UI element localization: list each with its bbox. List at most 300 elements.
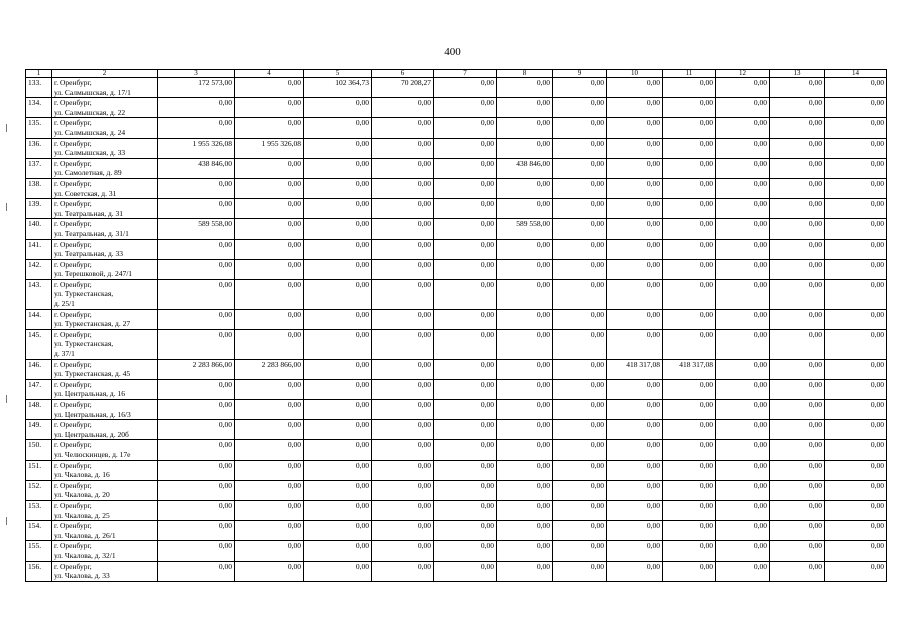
- value-cell: 0,00: [663, 118, 716, 138]
- value-cell: 0,00: [372, 329, 434, 359]
- value-cell: 0,00: [825, 259, 887, 279]
- value-cell: 0,00: [434, 158, 497, 178]
- value-cell: 0,00: [663, 521, 716, 541]
- value-cell: 0,00: [497, 98, 553, 118]
- value-cell: 0,00: [497, 359, 553, 379]
- value-cell: 0,00: [497, 521, 553, 541]
- page-number: 400: [444, 46, 461, 58]
- value-cell: 0,00: [663, 98, 716, 118]
- value-cell: 0,00: [497, 480, 553, 500]
- value-cell: 0,00: [434, 78, 497, 98]
- row-number: 146.: [26, 359, 52, 379]
- value-cell: 0,00: [497, 460, 553, 480]
- address-cell: [52, 118, 158, 138]
- value-cell: 0,00: [497, 118, 553, 138]
- value-cell: 0,00: [553, 521, 607, 541]
- value-cell: 0,00: [158, 379, 235, 399]
- value-cell: 0,00: [770, 420, 825, 440]
- value-cell: 0,00: [770, 329, 825, 359]
- value-cell: 0,00: [770, 98, 825, 118]
- value-cell: 0,00: [770, 219, 825, 239]
- column-number: 13: [770, 70, 825, 78]
- value-cell: 0,00: [158, 460, 235, 480]
- value-cell: 0,00: [372, 460, 434, 480]
- value-cell: 0,00: [770, 239, 825, 259]
- value-cell: 0,00: [607, 561, 663, 581]
- value-cell: 0,00: [434, 480, 497, 500]
- value-cell: 0,00: [372, 279, 434, 309]
- value-cell: 0,00: [434, 219, 497, 239]
- value-cell: 0,00: [607, 400, 663, 420]
- value-cell: 0,00: [235, 178, 304, 198]
- row-number: 139.: [26, 199, 52, 219]
- value-cell: 0,00: [825, 239, 887, 259]
- table-row: [26, 138, 887, 158]
- column-number: 7: [434, 70, 497, 78]
- address-line: г. Оренбург,: [54, 561, 92, 571]
- value-cell: 0,00: [434, 541, 497, 561]
- value-cell: 0,00: [235, 98, 304, 118]
- address-cell: [52, 279, 158, 309]
- data-table: [25, 69, 887, 582]
- value-cell: 0,00: [372, 561, 434, 581]
- value-cell: 0,00: [607, 460, 663, 480]
- value-cell: 0,00: [158, 118, 235, 138]
- value-cell: 0,00: [372, 440, 434, 460]
- value-cell: 0,00: [158, 541, 235, 561]
- table-row: [26, 460, 887, 480]
- value-cell: 0,00: [434, 138, 497, 158]
- value-cell: 0,00: [304, 178, 372, 198]
- address-line: ул. Чкалова, д. 33: [54, 571, 110, 581]
- value-cell: 0,00: [372, 259, 434, 279]
- row-number: 150.: [26, 440, 52, 460]
- value-cell: 0,00: [607, 379, 663, 399]
- value-cell: 0,00: [158, 521, 235, 541]
- address-line: ул. Центральная, д. 20б: [54, 429, 129, 439]
- value-cell: 0,00: [372, 138, 434, 158]
- value-cell: 0,00: [716, 480, 770, 500]
- address-line: ул. Театральная, д. 33: [54, 249, 124, 259]
- row-number: 152.: [26, 480, 52, 500]
- address-line: ул. Туркестанская,: [54, 339, 114, 349]
- row-number: 142.: [26, 259, 52, 279]
- value-cell: 0,00: [372, 400, 434, 420]
- value-cell: 0,00: [770, 379, 825, 399]
- value-cell: 0,00: [663, 329, 716, 359]
- value-cell: 0,00: [607, 279, 663, 309]
- row-number: 144.: [26, 309, 52, 329]
- value-cell: 0,00: [716, 561, 770, 581]
- value-cell: 0,00: [372, 521, 434, 541]
- value-cell: 0,00: [553, 178, 607, 198]
- address-line: ул. Чкалова, д. 20: [54, 490, 110, 500]
- value-cell: 0,00: [825, 178, 887, 198]
- address-line: ул. Советская, д. 31: [54, 188, 117, 198]
- value-cell: 0,00: [372, 309, 434, 329]
- address-cell: [52, 480, 158, 500]
- value-cell: 0,00: [304, 199, 372, 219]
- value-cell: 0,00: [235, 279, 304, 309]
- table-row: [26, 379, 887, 399]
- value-cell: 0,00: [716, 359, 770, 379]
- value-cell: 0,00: [372, 178, 434, 198]
- address-cell: [52, 500, 158, 520]
- table-row: [26, 199, 887, 219]
- address-cell: [52, 561, 158, 581]
- value-cell: 0,00: [825, 329, 887, 359]
- table-row: [26, 178, 887, 198]
- address-line: ул. Туркестанская, д. 45: [54, 369, 131, 379]
- value-cell: 0,00: [235, 561, 304, 581]
- table-row: [26, 500, 887, 520]
- value-cell: 438 846,00: [497, 158, 553, 178]
- table-row: [26, 329, 887, 359]
- table-row: [26, 219, 887, 239]
- value-cell: 0,00: [497, 379, 553, 399]
- value-cell: 0,00: [235, 379, 304, 399]
- address-cell: [52, 138, 158, 158]
- value-cell: 0,00: [716, 259, 770, 279]
- address-cell: [52, 460, 158, 480]
- value-cell: 0,00: [235, 309, 304, 329]
- value-cell: 0,00: [304, 561, 372, 581]
- value-cell: 0,00: [716, 279, 770, 309]
- value-cell: 0,00: [607, 500, 663, 520]
- value-cell: 0,00: [553, 199, 607, 219]
- column-number: 2: [52, 70, 158, 78]
- table-row: [26, 78, 887, 98]
- value-cell: 0,00: [663, 178, 716, 198]
- column-number: 4: [235, 70, 304, 78]
- value-cell: 0,00: [770, 279, 825, 309]
- address-line: ул. Театральная, д. 31/1: [54, 228, 129, 238]
- table-row: [26, 359, 887, 379]
- value-cell: 0,00: [304, 118, 372, 138]
- value-cell: 0,00: [158, 178, 235, 198]
- value-cell: 0,00: [497, 500, 553, 520]
- value-cell: 0,00: [434, 460, 497, 480]
- value-cell: 0,00: [434, 279, 497, 309]
- value-cell: 0,00: [553, 460, 607, 480]
- value-cell: 0,00: [235, 400, 304, 420]
- value-cell: 418 317,08: [663, 359, 716, 379]
- value-cell: 0,00: [497, 329, 553, 359]
- address-line: г. Оренбург,: [54, 480, 92, 490]
- address-line: ул. Челюскинцев, д. 17е: [54, 449, 131, 459]
- value-cell: 0,00: [663, 239, 716, 259]
- value-cell: 0,00: [434, 178, 497, 198]
- address-cell: [52, 309, 158, 329]
- value-cell: 0,00: [158, 420, 235, 440]
- value-cell: 0,00: [825, 359, 887, 379]
- address-cell: [52, 521, 158, 541]
- row-number: 141.: [26, 239, 52, 259]
- table-row: [26, 561, 887, 581]
- value-cell: 0,00: [553, 500, 607, 520]
- value-cell: 0,00: [825, 118, 887, 138]
- value-cell: 0,00: [434, 379, 497, 399]
- value-cell: 0,00: [553, 219, 607, 239]
- value-cell: 0,00: [607, 440, 663, 460]
- table-row: [26, 279, 887, 309]
- value-cell: 0,00: [497, 420, 553, 440]
- value-cell: 0,00: [553, 158, 607, 178]
- value-cell: 0,00: [607, 521, 663, 541]
- value-cell: 0,00: [158, 259, 235, 279]
- value-cell: 0,00: [434, 239, 497, 259]
- value-cell: 0,00: [716, 78, 770, 98]
- value-cell: 0,00: [553, 440, 607, 460]
- address-line: г. Оренбург,: [54, 460, 92, 470]
- row-number: 145.: [26, 329, 52, 359]
- address-cell: [52, 541, 158, 561]
- value-cell: 0,00: [372, 199, 434, 219]
- value-cell: 0,00: [663, 561, 716, 581]
- value-cell: 0,00: [235, 329, 304, 359]
- value-cell: 0,00: [825, 420, 887, 440]
- value-cell: 172 573,00: [158, 78, 235, 98]
- value-cell: 0,00: [235, 420, 304, 440]
- row-number: 133.: [26, 78, 52, 98]
- value-cell: 0,00: [158, 561, 235, 581]
- value-cell: 0,00: [158, 309, 235, 329]
- value-cell: 0,00: [607, 78, 663, 98]
- value-cell: 0,00: [434, 118, 497, 138]
- value-cell: 0,00: [607, 239, 663, 259]
- row-number: 153.: [26, 500, 52, 520]
- value-cell: 0,00: [607, 329, 663, 359]
- value-cell: 0,00: [235, 219, 304, 239]
- value-cell: 0,00: [607, 118, 663, 138]
- value-cell: 70 208,27: [372, 78, 434, 98]
- table-row: [26, 480, 887, 500]
- row-number: 137.: [26, 158, 52, 178]
- value-cell: 0,00: [304, 138, 372, 158]
- value-cell: 0,00: [825, 480, 887, 500]
- value-cell: 0,00: [372, 158, 434, 178]
- value-cell: 0,00: [716, 138, 770, 158]
- value-cell: 0,00: [553, 359, 607, 379]
- value-cell: 0,00: [372, 239, 434, 259]
- value-cell: 0,00: [825, 219, 887, 239]
- row-number: 134.: [26, 98, 52, 118]
- value-cell: 0,00: [372, 98, 434, 118]
- value-cell: 0,00: [553, 239, 607, 259]
- address-cell: [52, 259, 158, 279]
- address-line: ул. Чкалова, д. 32/1: [54, 550, 116, 560]
- value-cell: 0,00: [770, 440, 825, 460]
- table-row: [26, 420, 887, 440]
- value-cell: 0,00: [304, 440, 372, 460]
- value-cell: 0,00: [607, 98, 663, 118]
- column-number: 6: [372, 70, 434, 78]
- row-number: 151.: [26, 460, 52, 480]
- address-line: г. Оренбург,: [54, 138, 92, 148]
- address-cell: [52, 440, 158, 460]
- address-line: ул. Центральная, д. 16: [54, 389, 125, 399]
- value-cell: 0,00: [235, 440, 304, 460]
- value-cell: 0,00: [663, 309, 716, 329]
- row-number: 140.: [26, 219, 52, 239]
- value-cell: 0,00: [663, 500, 716, 520]
- value-cell: 0,00: [770, 480, 825, 500]
- value-cell: 0,00: [497, 199, 553, 219]
- value-cell: 0,00: [770, 178, 825, 198]
- address-cell: [52, 178, 158, 198]
- value-cell: 2 283 866,00: [158, 359, 235, 379]
- value-cell: 0,00: [607, 309, 663, 329]
- value-cell: 0,00: [716, 329, 770, 359]
- value-cell: 0,00: [553, 309, 607, 329]
- value-cell: 0,00: [553, 400, 607, 420]
- value-cell: 0,00: [158, 480, 235, 500]
- value-cell: 0,00: [716, 500, 770, 520]
- value-cell: 0,00: [607, 138, 663, 158]
- value-cell: 0,00: [663, 199, 716, 219]
- value-cell: 0,00: [372, 379, 434, 399]
- value-cell: 0,00: [235, 158, 304, 178]
- value-cell: 0,00: [497, 78, 553, 98]
- address-line: ул. Театральная, д. 31: [54, 208, 124, 218]
- address-line: ул. Туркестанская,: [54, 289, 114, 299]
- value-cell: 0,00: [825, 199, 887, 219]
- address-line: г. Оренбург,: [54, 359, 92, 369]
- value-cell: 0,00: [825, 158, 887, 178]
- value-cell: 0,00: [304, 219, 372, 239]
- address-line: ул. Самолетная, д. 89: [54, 168, 122, 178]
- value-cell: 0,00: [497, 309, 553, 329]
- address-cell: [52, 379, 158, 399]
- value-cell: 0,00: [304, 521, 372, 541]
- value-cell: 0,00: [770, 400, 825, 420]
- row-number: 156.: [26, 561, 52, 581]
- value-cell: 0,00: [825, 521, 887, 541]
- value-cell: 0,00: [372, 500, 434, 520]
- value-cell: 0,00: [497, 440, 553, 460]
- value-cell: 0,00: [304, 329, 372, 359]
- address-line: г. Оренбург,: [54, 521, 92, 531]
- value-cell: 0,00: [158, 279, 235, 309]
- value-cell: 0,00: [304, 379, 372, 399]
- value-cell: 0,00: [497, 561, 553, 581]
- address-cell: [52, 158, 158, 178]
- address-cell: [52, 78, 158, 98]
- value-cell: 0,00: [663, 440, 716, 460]
- value-cell: 0,00: [553, 259, 607, 279]
- value-cell: 0,00: [235, 521, 304, 541]
- column-number: 10: [607, 70, 663, 78]
- value-cell: 0,00: [553, 420, 607, 440]
- value-cell: 0,00: [304, 500, 372, 520]
- value-cell: 0,00: [372, 118, 434, 138]
- value-cell: 0,00: [304, 279, 372, 309]
- value-cell: 0,00: [663, 420, 716, 440]
- value-cell: 0,00: [434, 309, 497, 329]
- value-cell: 0,00: [304, 309, 372, 329]
- value-cell: 0,00: [497, 541, 553, 561]
- value-cell: 0,00: [716, 420, 770, 440]
- address-line: г. Оренбург,: [54, 98, 92, 108]
- row-number: 148.: [26, 400, 52, 420]
- value-cell: 0,00: [825, 379, 887, 399]
- address-line: ул. Чкалова, д. 25: [54, 510, 110, 520]
- value-cell: 0,00: [304, 98, 372, 118]
- column-number: 12: [716, 70, 770, 78]
- address-cell: [52, 400, 158, 420]
- value-cell: 0,00: [235, 500, 304, 520]
- table-body: [26, 70, 887, 582]
- value-cell: 0,00: [235, 118, 304, 138]
- address-cell: [52, 239, 158, 259]
- value-cell: 0,00: [770, 138, 825, 158]
- address-line: г. Оренбург,: [54, 420, 92, 430]
- value-cell: 589 558,00: [497, 219, 553, 239]
- value-cell: 0,00: [663, 259, 716, 279]
- value-cell: 0,00: [434, 561, 497, 581]
- value-cell: 0,00: [663, 480, 716, 500]
- row-number: 138.: [26, 178, 52, 198]
- value-cell: 102 364,73: [304, 78, 372, 98]
- value-cell: 0,00: [663, 158, 716, 178]
- table-row: [26, 239, 887, 259]
- address-line: ул. Чкалова, д. 26/1: [54, 530, 116, 540]
- value-cell: 0,00: [158, 98, 235, 118]
- value-cell: 0,00: [825, 500, 887, 520]
- value-cell: 0,00: [716, 199, 770, 219]
- value-cell: 0,00: [497, 239, 553, 259]
- value-cell: 0,00: [663, 78, 716, 98]
- margin-mark: [6, 124, 7, 132]
- address-line: г. Оренбург,: [54, 500, 92, 510]
- value-cell: 0,00: [770, 359, 825, 379]
- address-line: г. Оренбург,: [54, 400, 92, 409]
- value-cell: 0,00: [304, 541, 372, 561]
- address-line: г. Оренбург,: [54, 309, 92, 319]
- value-cell: 0,00: [158, 440, 235, 460]
- value-cell: 0,00: [770, 561, 825, 581]
- value-cell: 0,00: [304, 259, 372, 279]
- value-cell: 0,00: [716, 521, 770, 541]
- value-cell: 0,00: [825, 440, 887, 460]
- value-cell: 0,00: [716, 219, 770, 239]
- value-cell: 0,00: [434, 98, 497, 118]
- value-cell: 0,00: [235, 78, 304, 98]
- row-number: 135.: [26, 118, 52, 138]
- value-cell: 0,00: [235, 460, 304, 480]
- address-line: г. Оренбург,: [54, 219, 92, 229]
- address-line: г. Оренбург,: [54, 379, 92, 389]
- column-number: 5: [304, 70, 372, 78]
- table-row: [26, 521, 887, 541]
- value-cell: 0,00: [663, 400, 716, 420]
- address-line: г. Оренбург,: [54, 158, 92, 168]
- table-row: [26, 118, 887, 138]
- value-cell: 0,00: [235, 480, 304, 500]
- value-cell: 0,00: [663, 219, 716, 239]
- table-row: [26, 158, 887, 178]
- value-cell: 1 955 326,08: [235, 138, 304, 158]
- address-line: г. Оренбург,: [54, 259, 92, 269]
- column-number: 9: [553, 70, 607, 78]
- row-number: 147.: [26, 379, 52, 399]
- value-cell: 0,00: [770, 259, 825, 279]
- value-cell: 0,00: [716, 309, 770, 329]
- value-cell: 0,00: [770, 521, 825, 541]
- value-cell: 418 317,08: [607, 359, 663, 379]
- value-cell: 0,00: [553, 561, 607, 581]
- address-line: ул. Чкалова, д. 16: [54, 470, 110, 480]
